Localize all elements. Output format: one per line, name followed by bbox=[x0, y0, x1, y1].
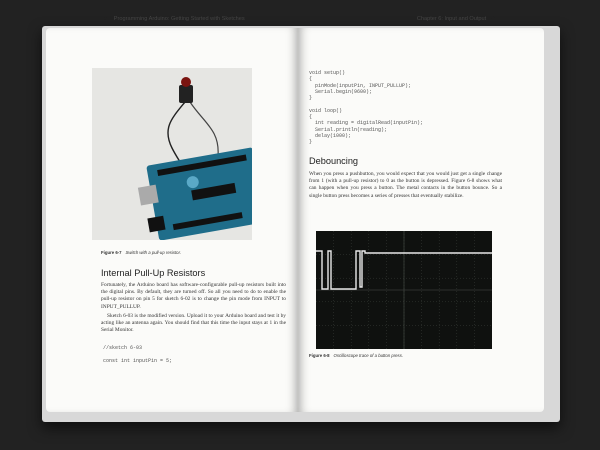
right-code-line: { bbox=[309, 76, 313, 83]
figure-6-7-caption bbox=[101, 250, 181, 255]
figure-6-7-number: Figure 6-7 bbox=[101, 250, 122, 255]
right-code-line: { bbox=[309, 114, 313, 121]
oscilloscope-trace bbox=[316, 231, 492, 349]
right-code-line: Serial.println(reading); bbox=[309, 126, 388, 133]
right-code-line: } bbox=[309, 95, 313, 102]
chapter-title: Chapter 6: Input and Output bbox=[416, 16, 487, 22]
right-code-line: Serial.begin(9600); bbox=[309, 88, 373, 95]
left-running-head-text: Programming Arduino: Getting Started with Sketches bbox=[113, 16, 245, 22]
right-code-line: int reading = digitalRead(inputPin); bbox=[309, 120, 424, 127]
figure-6-8-text: Oscilloscope trace of a button press. bbox=[333, 353, 404, 358]
right-code-line: pinMode(inputPin, INPUT_PULLUP); bbox=[309, 82, 412, 89]
right-code-block bbox=[309, 70, 423, 146]
arduino-switch-illustration bbox=[92, 68, 252, 240]
internal-pullup-heading: Internal Pull-Up Resistors bbox=[101, 268, 206, 278]
right-code-line: } bbox=[309, 139, 313, 146]
oscilloscope-screen bbox=[316, 231, 492, 349]
left-code-line: //sketch 6-03 bbox=[103, 345, 143, 351]
left-page-number: 86 bbox=[102, 16, 109, 22]
debouncing-paragraph: When you press a pushbutton, you would expect that you would just get a single change from 1 (with a pull-up resistor) to 0 as the button is depressed. Figure 6-8 shows what can happen when you press a button. The metal contacts in the button bounce. So a single button press becomes a series of presses that eventually stabilize. bbox=[309, 171, 502, 199]
right-code-line: void loop() bbox=[309, 107, 343, 114]
right-code-line: void setup() bbox=[309, 70, 346, 76]
right-page-number: 87 bbox=[491, 16, 498, 22]
right-code-line: delay(1000); bbox=[309, 132, 352, 139]
right-running-head bbox=[417, 16, 502, 22]
arduino-photo bbox=[92, 68, 252, 240]
pullup-paragraph-2: Sketch 6-03 is the modified version. Upload it to your Arduino board and test it by acting like an antenna again. You should find that this time the input stays at 1 in the Serial Monitor. bbox=[101, 313, 286, 334]
figure-6-8-caption bbox=[309, 353, 403, 358]
figure-6-7-text: Switch with a pull-up resistor. bbox=[125, 250, 182, 255]
left-code-line: const int inputPin = 5; bbox=[103, 357, 173, 364]
debouncing-heading: Debouncing bbox=[309, 156, 359, 166]
pullup-paragraph-1: Fortunately, the Arduino board has software-configurable pull-up resistors built into the digital pins. By default, they are turned off. So all you need to do to enable the pull-up resistor on pin 5 for sketch 6-02 is to change the pin mode from INPUT to INPUT_PULLUP. bbox=[101, 282, 286, 310]
figure-6-8-number: Figure 6-8 bbox=[309, 353, 330, 358]
left-code-block bbox=[103, 345, 172, 364]
left-running-head bbox=[98, 16, 245, 22]
